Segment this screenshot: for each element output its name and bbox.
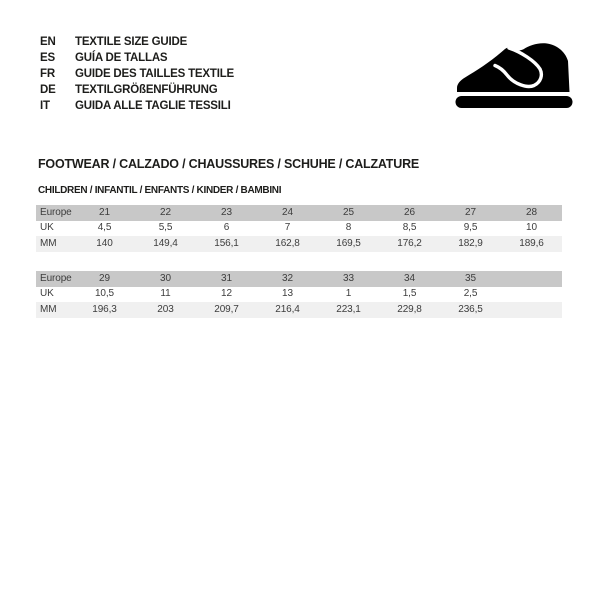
size-cell: 8 (345, 222, 352, 234)
table-row (36, 287, 562, 303)
row-label: UK (40, 288, 54, 300)
row-label: MM (40, 303, 57, 315)
size-cell: 24 (282, 206, 293, 218)
size-cell: 34 (404, 272, 415, 284)
size-cell: 22 (160, 206, 171, 218)
size-cell: 1 (345, 288, 352, 300)
size-cell: 23 (221, 206, 232, 218)
language-row-fr (40, 66, 234, 82)
section-subtitle: CHILDREN / INFANTIL / ENFANTS / KINDER / BAMBINI (38, 185, 282, 196)
size-cell: 189,6 (519, 237, 544, 249)
row-label: MM (40, 237, 57, 249)
size-cell (501, 287, 562, 303)
size-cell: 5,5 (158, 222, 173, 234)
language-list (40, 34, 234, 114)
size-cell: 1,5 (402, 288, 417, 300)
size-cell: 25 (343, 206, 354, 218)
size-cell: 33 (343, 272, 354, 284)
row-label: UK (40, 222, 54, 234)
language-row-de (40, 82, 234, 98)
size-cell (501, 302, 562, 318)
children-shoe-icon (455, 42, 573, 108)
section-title: FOOTWEAR / CALZADO / CHAUSSURES / SCHUHE / CALZATURE (38, 157, 420, 171)
language-title: TEXTILGRÖßENFÜHRUNG (75, 84, 218, 96)
size-cell: 2,5 (463, 288, 478, 300)
table-row (36, 271, 562, 287)
language-code: IT (40, 100, 50, 112)
size-cell: 203 (157, 303, 174, 315)
size-cell: 209,7 (214, 303, 239, 315)
size-cell: 29 (99, 272, 110, 284)
language-row-en (40, 34, 234, 50)
size-cell: 229,8 (397, 303, 422, 315)
size-cell: 8,5 (402, 222, 417, 234)
size-cell: 4,5 (97, 222, 112, 234)
size-cell: 32 (282, 272, 293, 284)
table-row (36, 302, 562, 318)
table-row (36, 221, 562, 237)
row-label: Europe (40, 206, 72, 218)
language-code: EN (40, 36, 56, 48)
size-cell: 26 (404, 206, 415, 218)
size-cell: 196,3 (92, 303, 117, 315)
language-title: GUIDE DES TAILLES TEXTILE (75, 68, 234, 80)
table-row (36, 236, 562, 252)
size-cell: 31 (221, 272, 232, 284)
size-cell: 176,2 (397, 237, 422, 249)
size-cell: 140 (96, 237, 113, 249)
size-cell: 27 (465, 206, 476, 218)
size-cell: 182,9 (458, 237, 483, 249)
language-row-es (40, 50, 234, 66)
size-cell: 149,4 (153, 237, 178, 249)
size-cell: 156,1 (214, 237, 239, 249)
table-row (36, 205, 562, 221)
size-table-2 (36, 271, 562, 318)
size-cell: 10,5 (94, 288, 115, 300)
size-cell: 12 (221, 288, 232, 300)
language-title: GUÍA DE TALLAS (75, 52, 168, 64)
size-cell: 11 (160, 288, 171, 300)
size-table-1 (36, 205, 562, 252)
size-cell: 28 (526, 206, 537, 218)
size-cell (501, 271, 562, 287)
size-cell: 35 (465, 272, 476, 284)
size-cell: 21 (99, 206, 110, 218)
language-code: DE (40, 84, 56, 96)
language-title: GUIDA ALLE TAGLIE TESSILI (75, 100, 231, 112)
size-cell: 13 (282, 288, 293, 300)
size-cell: 223,1 (336, 303, 361, 315)
size-cell: 9,5 (463, 222, 478, 234)
size-cell: 7 (284, 222, 291, 234)
size-cell: 6 (223, 222, 230, 234)
language-code: FR (40, 68, 55, 80)
size-cell: 236,5 (458, 303, 483, 315)
language-code: ES (40, 52, 55, 64)
language-title: TEXTILE SIZE GUIDE (75, 36, 188, 48)
language-row-it (40, 98, 234, 114)
size-cell: 162,8 (275, 237, 300, 249)
size-cell: 10 (526, 222, 537, 234)
row-label: Europe (40, 272, 72, 284)
size-cell: 169,5 (336, 237, 361, 249)
size-cell: 216,4 (275, 303, 300, 315)
size-cell: 30 (160, 272, 171, 284)
